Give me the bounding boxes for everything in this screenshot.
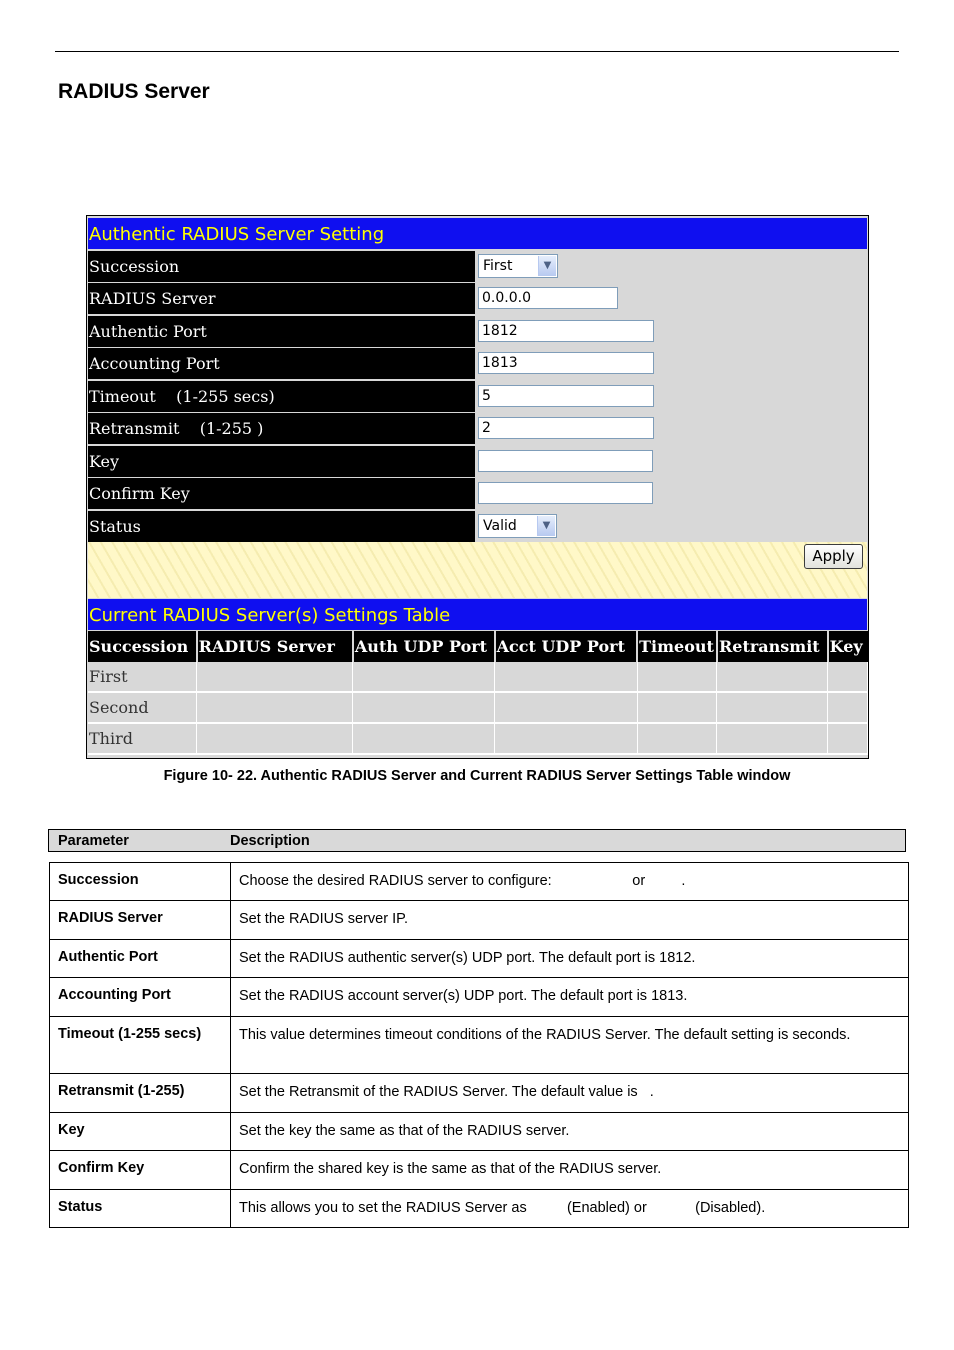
param-desc: Set the RADIUS server IP. (231, 901, 909, 940)
table-row (50, 863, 909, 901)
param-desc: Choose the desired RADIUS server to configure: or . (231, 863, 909, 901)
param-name: Confirm Key (50, 1151, 231, 1190)
col-timeout: Timeout (637, 631, 717, 662)
key-input[interactable] (478, 450, 653, 472)
table-row (88, 723, 868, 754)
value-cell-confirm-key (477, 478, 867, 509)
param-name: Retransmit (1-255) (50, 1074, 231, 1113)
label-retransmit: Retransmit (1-255 ) (88, 413, 475, 444)
table-row (50, 1017, 909, 1074)
chevron-down-icon[interactable]: ▼ (538, 256, 556, 276)
retransmit-input[interactable] (478, 417, 654, 439)
cell-retransmit (717, 723, 828, 754)
value-cell-key (477, 446, 867, 477)
cell-timeout (637, 662, 717, 692)
param-desc: Confirm the shared key is the same as that of the RADIUS server. (231, 1151, 909, 1190)
cell-acct-port (495, 723, 638, 754)
timeout-input[interactable] (478, 385, 654, 407)
label-radius-server: RADIUS Server (88, 283, 475, 314)
label-confirm-key: Confirm Key (88, 478, 475, 509)
label-status: Status (88, 511, 475, 542)
cell-key (828, 723, 868, 754)
row-retransmit (88, 413, 867, 444)
table-row (50, 940, 909, 978)
cell-succession: Third (88, 723, 197, 754)
cell-auth-port (353, 692, 495, 723)
param-desc: This value determines timeout conditions of the RADIUS Server. The default setting is seconds. (231, 1017, 909, 1074)
cell-timeout (637, 692, 717, 723)
param-name: RADIUS Server (50, 901, 231, 940)
confirm-key-input[interactable] (478, 482, 653, 504)
col-key: Key (828, 631, 868, 662)
col-retransmit: Retransmit (717, 631, 828, 662)
row-timeout (88, 381, 867, 412)
param-desc: Set the key the same as that of the RADIUS server. (231, 1113, 909, 1151)
value-cell-radius-server (477, 283, 867, 314)
figure-caption: Figure 10- 22. Authentic RADIUS Server and Current RADIUS Server Settings Table window (163, 768, 791, 784)
value-cell-accounting-port (477, 348, 867, 379)
cell-acct-port (495, 662, 638, 692)
table-header-row (88, 631, 868, 662)
param-name: Timeout (1-255 secs) (50, 1017, 231, 1074)
value-cell-status (477, 511, 867, 542)
apply-area (88, 542, 867, 598)
value-cell-timeout (477, 381, 867, 412)
param-desc: Set the RADIUS authentic server(s) UDP port. The default port is 1812. (231, 940, 909, 978)
col-radius-server: RADIUS Server (197, 631, 353, 662)
param-name: Key (50, 1113, 231, 1151)
col-auth-udp-port: Auth UDP Port (353, 631, 495, 662)
value-cell-authentic-port (477, 316, 867, 347)
label-key: Key (88, 446, 475, 477)
row-authentic-port (88, 316, 867, 347)
table-row (88, 692, 868, 723)
param-table-header (48, 829, 906, 852)
value-cell-retransmit (477, 413, 867, 444)
row-confirm-key (88, 478, 867, 509)
apply-button[interactable]: Apply (804, 544, 863, 569)
table-row (50, 1151, 909, 1190)
table-row (88, 662, 868, 692)
param-header-parameter: Parameter (58, 833, 129, 849)
table-row (50, 1190, 909, 1228)
cell-radius-server (197, 692, 353, 723)
param-name: Succession (50, 863, 231, 901)
cell-retransmit (717, 692, 828, 723)
value-cell-succession (477, 251, 867, 282)
status-select-value: Valid (483, 518, 517, 534)
table-row (50, 978, 909, 1017)
row-accounting-port (88, 348, 867, 379)
status-select[interactable] (478, 514, 557, 538)
row-succession (88, 251, 867, 282)
label-succession: Succession (88, 251, 475, 282)
radius-server-input[interactable] (478, 287, 618, 309)
label-authentic-port: Authentic Port (88, 316, 475, 347)
cell-succession: Second (88, 692, 197, 723)
col-succession: Succession (88, 631, 197, 662)
cell-timeout (637, 723, 717, 754)
param-header-description: Description (230, 833, 310, 849)
radius-window (86, 215, 869, 759)
current-table-header: Current RADIUS Server(s) Settings Table (88, 599, 867, 630)
row-status (88, 511, 867, 542)
param-name: Authentic Port (50, 940, 231, 978)
succession-select-value: First (483, 258, 513, 274)
col-acct-udp-port: Acct UDP Port (495, 631, 638, 662)
row-radius-server (88, 283, 867, 314)
cell-retransmit (717, 662, 828, 692)
authentic-port-input[interactable] (478, 320, 654, 342)
current-servers-table (88, 631, 868, 755)
accounting-port-input[interactable] (478, 352, 654, 374)
cell-auth-port (353, 723, 495, 754)
page-title: RADIUS Server (58, 80, 210, 103)
param-name: Status (50, 1190, 231, 1228)
cell-radius-server (197, 662, 353, 692)
parameter-table (49, 862, 909, 1228)
param-name: Accounting Port (50, 978, 231, 1017)
row-key (88, 446, 867, 477)
cell-succession: First (88, 662, 197, 692)
cell-acct-port (495, 692, 638, 723)
table-row (50, 1074, 909, 1113)
header-rule (55, 51, 899, 52)
table-row (50, 901, 909, 940)
label-accounting-port: Accounting Port (88, 348, 475, 379)
cell-radius-server (197, 723, 353, 754)
table-row (50, 1113, 909, 1151)
setting-panel-header: Authentic RADIUS Server Setting (88, 218, 867, 249)
cell-key (828, 692, 868, 723)
cell-auth-port (353, 662, 495, 692)
succession-select[interactable] (478, 254, 558, 278)
label-timeout: Timeout (1-255 secs) (88, 381, 475, 412)
param-desc: This allows you to set the RADIUS Server as (Enabled) or (Disabled). (231, 1190, 909, 1228)
param-desc: Set the RADIUS account server(s) UDP port. The default port is 1813. (231, 978, 909, 1017)
cell-key (828, 662, 868, 692)
param-desc: Set the Retransmit of the RADIUS Server. The default value is . (231, 1074, 909, 1113)
chevron-down-icon[interactable]: ▼ (537, 516, 555, 536)
